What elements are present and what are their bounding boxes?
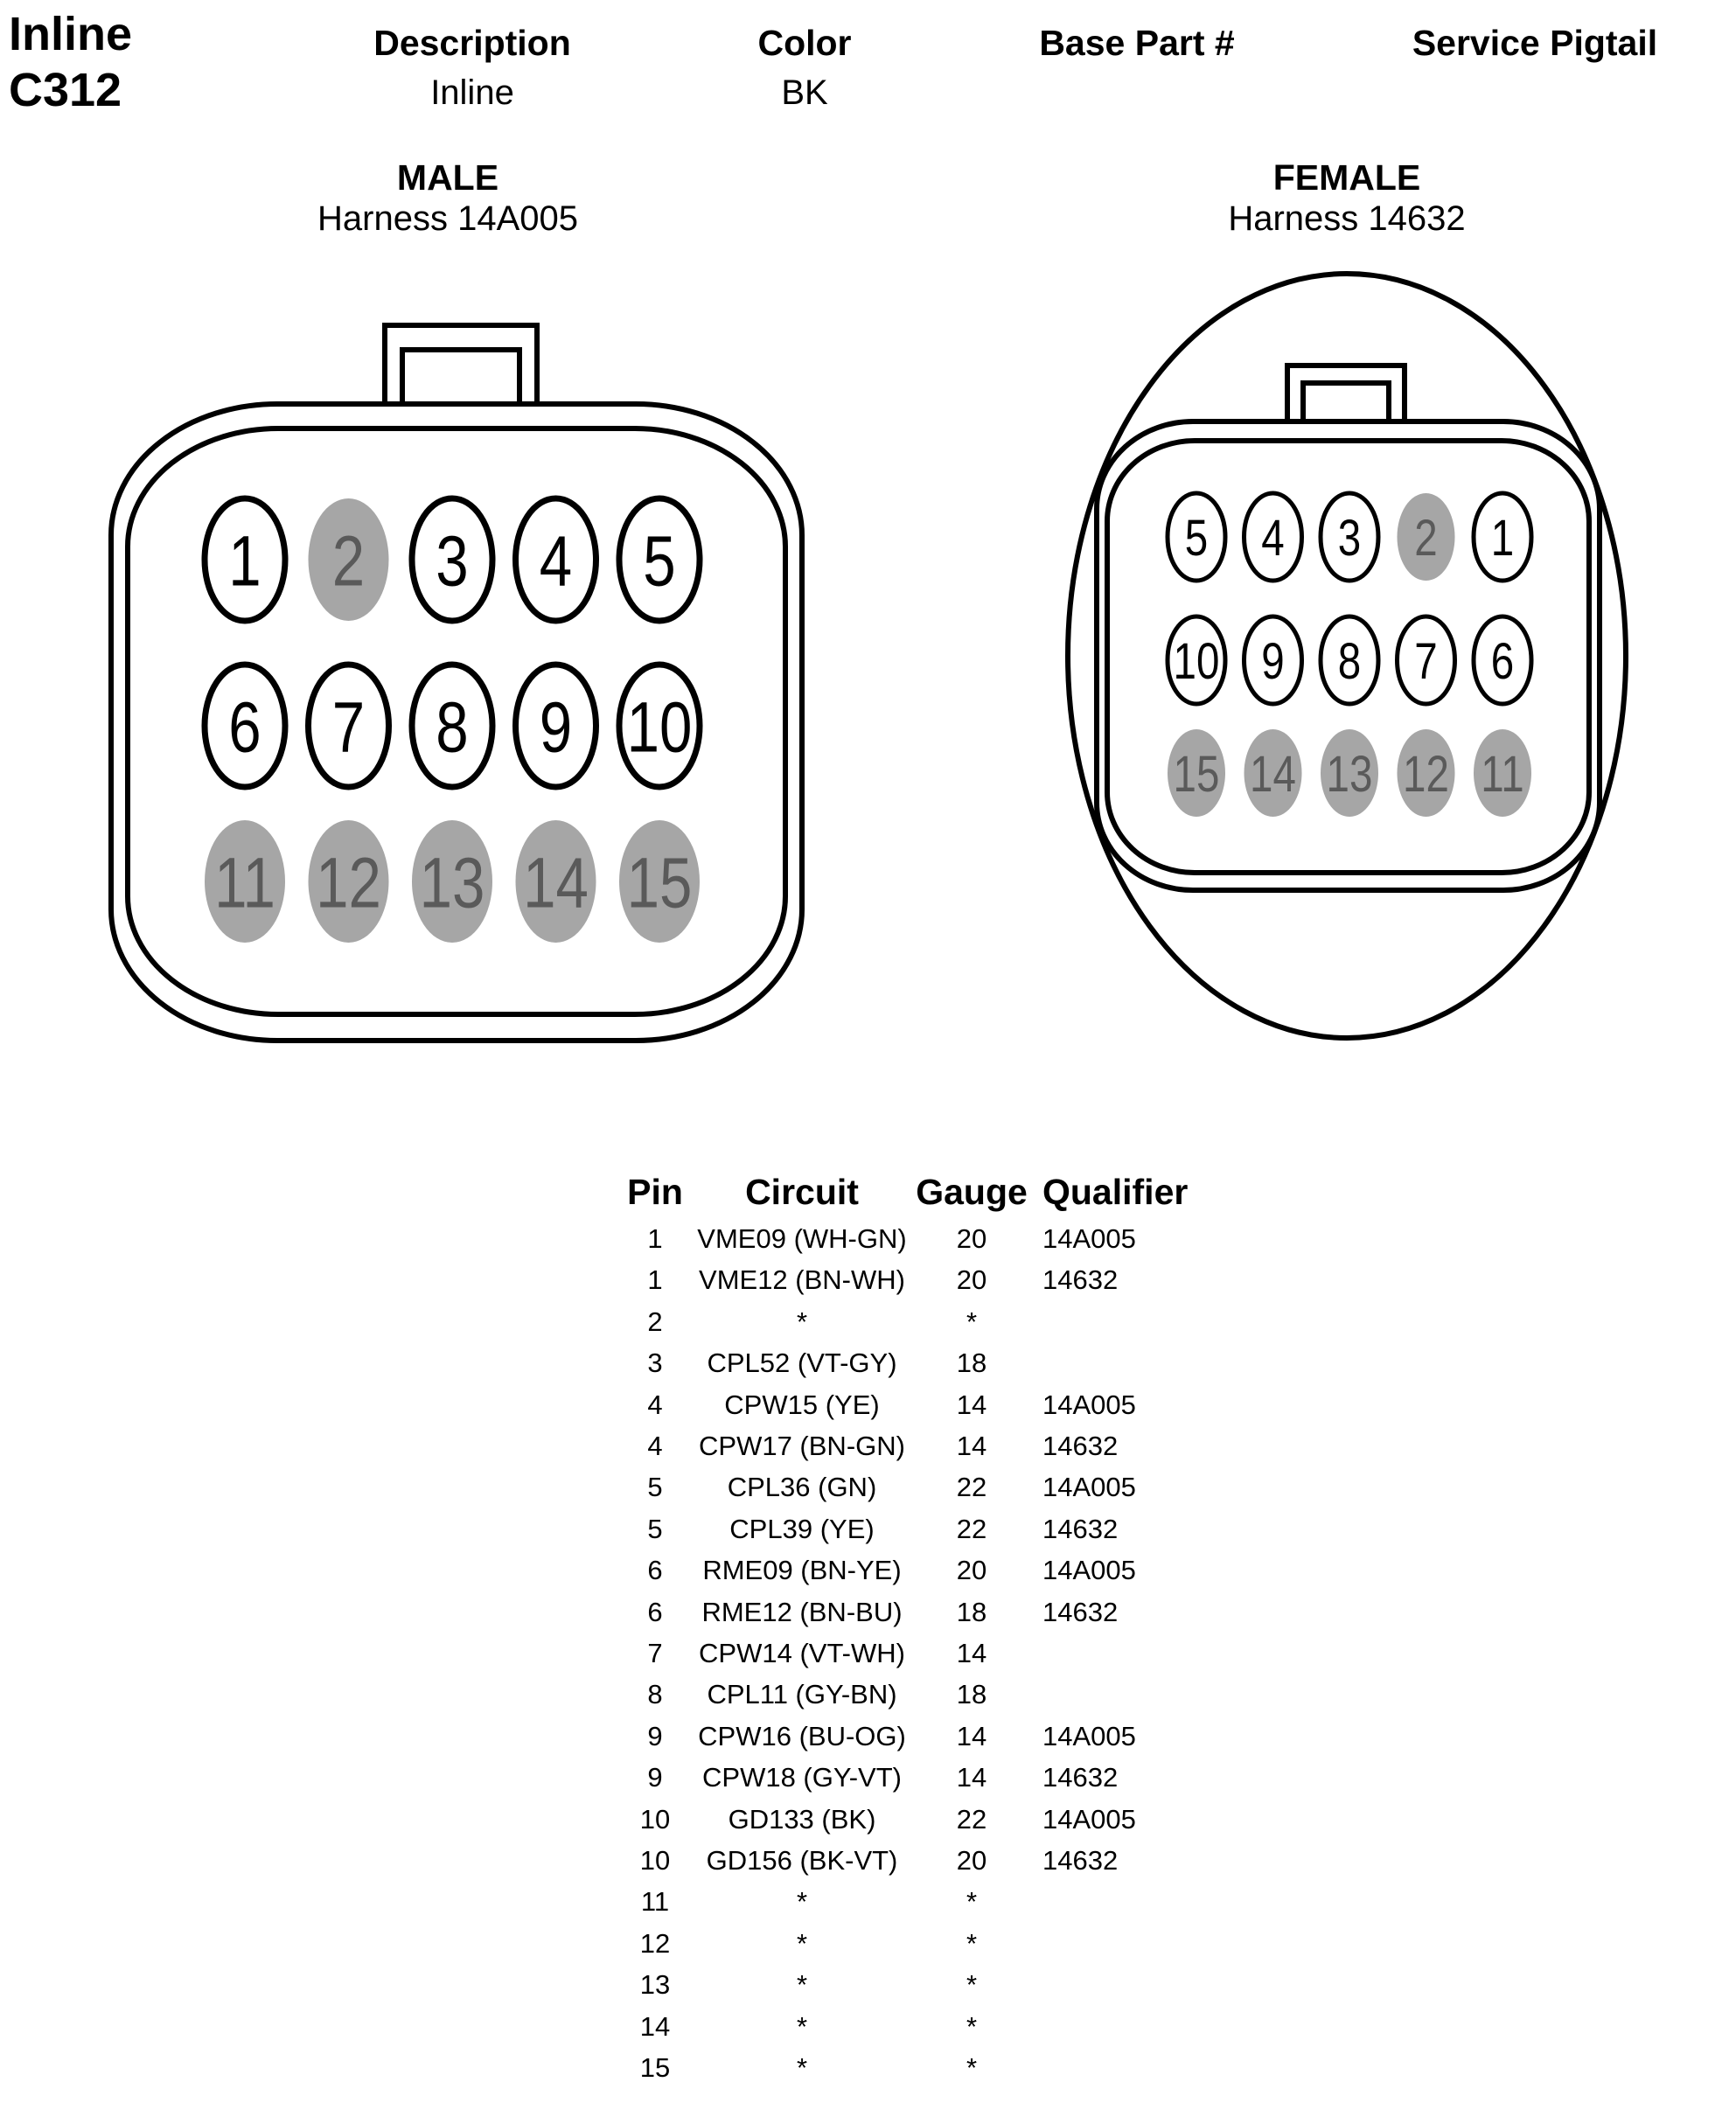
male-pin-9 (516, 665, 596, 787)
pin-label: 9 (1261, 633, 1285, 691)
female-pins (1168, 493, 1531, 817)
male-pin-4 (516, 498, 596, 621)
pin-cell: 15 (639, 2052, 671, 2083)
pin-cell: 1 (647, 1264, 663, 1296)
pin-label: 6 (228, 686, 261, 768)
pin-label: 5 (643, 520, 676, 602)
pin-cell: 14 (639, 2010, 671, 2042)
pin-label: 6 (1490, 633, 1515, 691)
pin-label: 9 (539, 686, 573, 768)
gauge-cell: * (966, 1927, 978, 1959)
pin-label: 4 (539, 520, 573, 602)
gauge-cell: 22 (956, 1803, 987, 1835)
pin-cell: 6 (647, 1596, 663, 1627)
circuit-cell: CPW14 (VT-WH) (699, 1638, 905, 1668)
pin-label: 12 (1403, 746, 1449, 804)
pin-cell: 13 (639, 1969, 671, 2001)
color-label: Color (757, 23, 852, 63)
male-latch-outer (385, 325, 537, 406)
gauge-cell: 14 (956, 1762, 987, 1793)
circuit-cell: CPW18 (GY-VT) (702, 1762, 902, 1793)
table-header-gauge: Gauge (916, 1172, 1028, 1212)
gauge-cell: 14 (956, 1431, 987, 1461)
gauge-cell: 14 (956, 1389, 987, 1420)
female-pin-12 (1398, 729, 1455, 817)
pin-label: 8 (1337, 633, 1362, 691)
pin-label: 2 (1414, 510, 1438, 568)
table-row (0, 1591, 1736, 1633)
male-title: MALE (396, 157, 499, 198)
table-row (0, 1301, 1736, 1342)
pin-cell: 8 (647, 1679, 663, 1710)
male-pin-7 (309, 665, 389, 787)
female-latch-inner (1303, 383, 1389, 421)
pin-label: 11 (1481, 746, 1524, 804)
female-pin-5 (1168, 493, 1225, 581)
pin-cell: 3 (647, 1347, 663, 1379)
circuit-cell: VME09 (WH-GN) (697, 1223, 907, 1254)
male-pin-10 (619, 665, 700, 787)
female-pin-6 (1474, 616, 1531, 704)
table-row (0, 1259, 1736, 1300)
circuit-cell: * (796, 1927, 808, 1959)
pin-label: 13 (1326, 746, 1373, 804)
pin-label: 2 (331, 520, 366, 602)
female-pin-14 (1244, 729, 1302, 817)
female-harness: Harness 14632 (1228, 199, 1466, 238)
pin-label: 4 (1261, 510, 1285, 568)
color-value: BK (781, 73, 828, 112)
pin-cell: 2 (647, 1306, 663, 1337)
female-pin-7 (1398, 616, 1455, 704)
female-pin-11 (1474, 729, 1531, 817)
pin-label: 10 (1173, 633, 1220, 691)
female-pin-4 (1244, 493, 1302, 581)
gauge-cell: 22 (956, 1472, 987, 1503)
pin-label: 5 (1184, 510, 1209, 568)
table-row (0, 1425, 1736, 1466)
pin-cell: 11 (640, 1886, 670, 1918)
male-latch-inner (402, 350, 519, 406)
female-pin-3 (1321, 493, 1378, 581)
circuit-cell: RME12 (BN-BU) (701, 1596, 903, 1627)
gauge-cell: 18 (956, 1596, 987, 1627)
service-pigtail-label: Service Pigtail (1412, 23, 1658, 63)
gauge-cell: * (966, 1969, 978, 2001)
male-pin-5 (619, 498, 700, 621)
pin-label: 10 (626, 686, 693, 768)
male-pin-2 (309, 498, 389, 621)
male-pin-8 (412, 665, 492, 787)
qualifier-cell: 14A005 (1042, 1389, 1136, 1420)
qualifier-cell: 14A005 (1042, 1720, 1136, 1751)
pin-cell: 9 (647, 1762, 663, 1793)
circuit-cell: CPW17 (BN-GN) (699, 1431, 905, 1461)
circuit-cell: CPL39 (YE) (729, 1513, 875, 1544)
female-pin-13 (1321, 729, 1378, 817)
pin-cell: 4 (647, 1389, 663, 1420)
pin-cell: 6 (647, 1555, 663, 1586)
qualifier-cell: 14A005 (1042, 1803, 1136, 1835)
female-pin-10 (1168, 616, 1225, 704)
pin-label: 7 (331, 686, 366, 768)
qualifier-cell: 14632 (1042, 1264, 1119, 1296)
circuit-cell: * (796, 2010, 808, 2042)
male-harness: Harness 14A005 (317, 199, 578, 238)
pin-label: 1 (1490, 510, 1515, 568)
pin-label: 13 (419, 842, 485, 923)
qualifier-cell: 14632 (1042, 1845, 1119, 1876)
table-row (0, 1923, 1736, 1964)
qualifier-cell: 14632 (1042, 1762, 1119, 1793)
gauge-cell: * (966, 1886, 978, 1918)
gauge-cell: 18 (956, 1679, 987, 1710)
gauge-cell: * (966, 1306, 978, 1337)
circuit-cell: CPL36 (GN) (727, 1472, 877, 1503)
circuit-cell: VME12 (BN-WH) (699, 1264, 905, 1296)
table-row (0, 2006, 1736, 2047)
qualifier-cell: 14A005 (1042, 1223, 1136, 1254)
circuit-cell: * (796, 1306, 808, 1337)
male-pin-14 (516, 820, 596, 943)
circuit-cell: GD156 (BK-VT) (706, 1845, 898, 1876)
pin-label: 7 (1414, 633, 1438, 691)
gauge-cell: 14 (956, 1638, 987, 1668)
pin-cell: 4 (647, 1431, 663, 1461)
table-row (0, 1466, 1736, 1508)
circuit-cell: * (796, 1969, 808, 2001)
circuit-cell: GD133 (BK) (728, 1803, 876, 1835)
pin-label: 14 (523, 842, 589, 923)
qualifier-cell: 14A005 (1042, 1472, 1136, 1503)
table-row (0, 1218, 1736, 1259)
female-pin-9 (1244, 616, 1302, 704)
pin-label: 3 (436, 520, 469, 602)
table-row (0, 1881, 1736, 1922)
pin-label: 14 (1250, 746, 1296, 804)
pin-label: 12 (316, 842, 381, 923)
table-row (0, 1840, 1736, 1881)
table-header-qualifier: Qualifier (1042, 1172, 1189, 1212)
gauge-cell: 20 (956, 1555, 987, 1586)
male-pin-3 (412, 498, 492, 621)
table-row (0, 1342, 1736, 1383)
gauge-cell: 20 (956, 1845, 987, 1876)
table-row (0, 1757, 1736, 1798)
gauge-cell: 18 (956, 1347, 987, 1379)
table-row (0, 1549, 1736, 1591)
pin-cell: 1 (647, 1223, 663, 1254)
qualifier-cell: 14632 (1042, 1513, 1119, 1544)
circuit-cell: CPW15 (YE) (724, 1389, 880, 1420)
pin-label: 3 (1337, 510, 1362, 568)
pin-cell: 9 (647, 1720, 663, 1751)
female-pin-2 (1398, 493, 1455, 581)
table-row (0, 2047, 1736, 2088)
qualifier-cell: 14632 (1042, 1596, 1119, 1627)
table-header-pin: Pin (627, 1172, 683, 1212)
circuit-cell: * (796, 1886, 808, 1918)
qualifier-cell: 14A005 (1042, 1555, 1136, 1586)
gauge-cell: 20 (956, 1223, 987, 1254)
pin-cell: 12 (639, 1927, 671, 1959)
circuit-cell: CPW16 (BU-OG) (698, 1720, 906, 1751)
table-row (0, 1384, 1736, 1425)
male-pin-6 (205, 665, 285, 787)
male-pin-15 (619, 820, 700, 943)
table-row (0, 1799, 1736, 1840)
connector-id: C312 (9, 64, 122, 116)
circuit-cell: * (796, 2052, 808, 2083)
female-pin-1 (1474, 493, 1531, 581)
male-pins (205, 498, 700, 943)
pin-label: 8 (436, 686, 469, 768)
description-value: Inline (430, 73, 514, 112)
pin-label: 1 (228, 520, 261, 602)
table-row (0, 1674, 1736, 1715)
table-row (0, 1964, 1736, 2005)
male-pin-12 (309, 820, 389, 943)
table-row (0, 1716, 1736, 1757)
pin-cell: 10 (639, 1803, 671, 1835)
pin-label: 15 (626, 842, 693, 923)
gauge-cell: 20 (956, 1264, 987, 1296)
pin-cell: 10 (639, 1845, 671, 1876)
female-title: FEMALE (1272, 157, 1421, 198)
base-part-label: Base Part # (1039, 23, 1235, 63)
circuit-cell: CPL52 (VT-GY) (707, 1347, 897, 1379)
pin-label: 15 (1173, 746, 1220, 804)
pin-label: 11 (214, 842, 275, 923)
gauge-cell: * (966, 2052, 978, 2083)
qualifier-cell: 14632 (1042, 1431, 1119, 1461)
circuit-cell: RME09 (BN-YE) (702, 1555, 902, 1586)
gauge-cell: * (966, 2010, 978, 2042)
gauge-cell: 22 (956, 1513, 987, 1544)
connector-title-line1: Inline (9, 8, 133, 60)
female-pin-15 (1168, 729, 1225, 817)
pin-cell: 5 (647, 1472, 663, 1503)
male-pin-11 (205, 820, 285, 943)
pin-cell: 7 (647, 1638, 663, 1668)
table-header-circuit: Circuit (745, 1172, 859, 1212)
circuit-cell: CPL11 (GY-BN) (707, 1679, 897, 1710)
table-row (0, 1508, 1736, 1549)
female-pin-8 (1321, 616, 1378, 704)
table-row (0, 1633, 1736, 1674)
description-label: Description (373, 23, 571, 63)
male-pin-1 (205, 498, 285, 621)
pin-cell: 5 (647, 1513, 663, 1544)
male-pin-13 (412, 820, 492, 943)
gauge-cell: 14 (956, 1720, 987, 1751)
